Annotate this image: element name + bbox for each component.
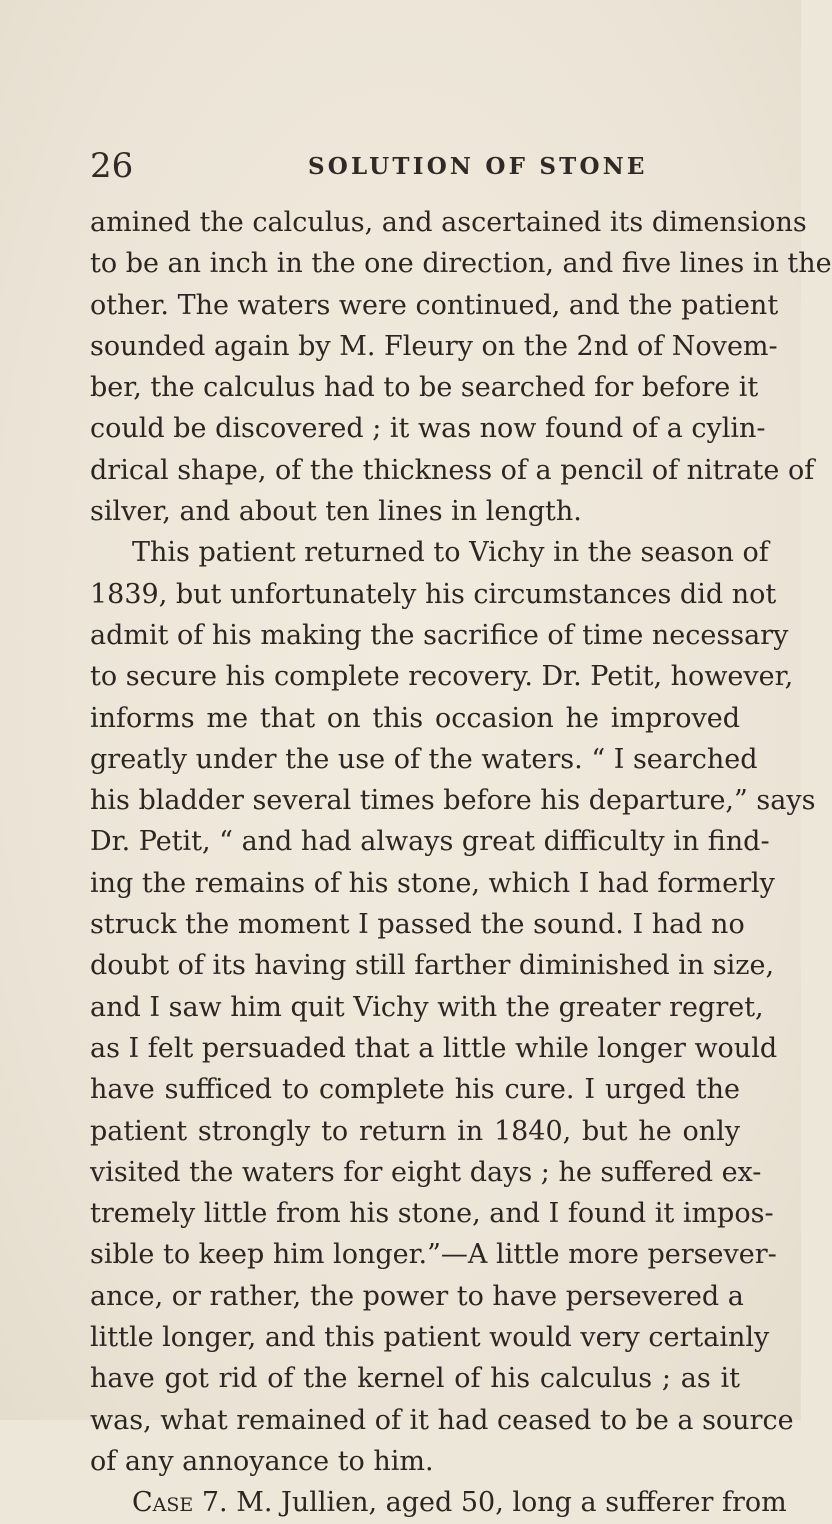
body-text [90,202,832,1524]
text-line: little longer, and this patient would very certainly [90,1322,770,1354]
text-line: ber, the calculus had to be searched for before it [90,372,759,404]
text-line: This patient returned to Vichy in the season of [132,537,769,569]
text-line: admit of his making the sacrifice of time necessary [90,619,789,651]
case-text: 7. M. Jullien, aged 50, long a sufferer from [193,1487,787,1519]
text-line: as I felt persuaded that a little while longer would [90,1032,778,1064]
text-line: doubt of its having still farther diminished in size, [90,950,775,982]
page-number: 26 [90,146,134,186]
text-line: have sufficed to complete his cure. I urged the [90,1074,740,1106]
text-line: of any annoyance to him. [90,1445,434,1477]
text-line: amined the calculus, and ascertained its dimensions [90,207,807,238]
text-line: ance, or rather, the power to have persevered a [90,1280,744,1312]
case-label: Case [132,1487,194,1519]
text-line: other. The waters were continued, and the patient [90,289,779,321]
text-line: to be an inch in the one direction, and five lines in the [90,248,832,280]
text-line: Dr. Petit, “ and had always great difficulty in find- [90,826,770,858]
text-line: have got rid of the kernel of his calculus ; as it [90,1363,740,1395]
text-line: silver, and about ten lines in length. [90,496,582,528]
page-header [90,146,740,186]
text-line: and I saw him quit Vichy with the greater regret, [90,991,764,1023]
text-line: struck the moment I passed the sound. I had no [90,909,745,941]
text-line: sounded again by M. Fleury on the 2nd of Novem- [90,330,778,362]
text-line: tremely little from his stone, and I found it impos- [90,1198,774,1230]
case-line [90,1482,787,1523]
text-line: greatly under the use of the waters. “ I searched [90,743,758,775]
text-line: visited the waters for eight days ; he suffered ex- [90,1156,762,1188]
text-line: could be discovered ; it was now found of a cylin- [90,413,766,445]
text-line: sible to keep him longer.”—A little more persever- [90,1239,777,1271]
text-line: was, what remained of it had ceased to be a source [90,1404,794,1436]
text-line: 1839, but unfortunately his circumstances did not [90,578,777,610]
text-line: ing the remains of his stone, which I had formerly [90,867,775,899]
text-line: informs me that on this occasion he improved [90,702,740,734]
text-line: his bladder several times before his departure,” says [90,785,816,817]
running-head: SOLUTION OF STONE [308,153,648,180]
text-line: patient strongly to return in 1840, but he only [90,1115,740,1147]
text-line: to secure his complete recovery. Dr. Petit, however, [90,661,794,693]
text-line: drical shape, of the thickness of a pencil of nitrate of [90,454,815,486]
